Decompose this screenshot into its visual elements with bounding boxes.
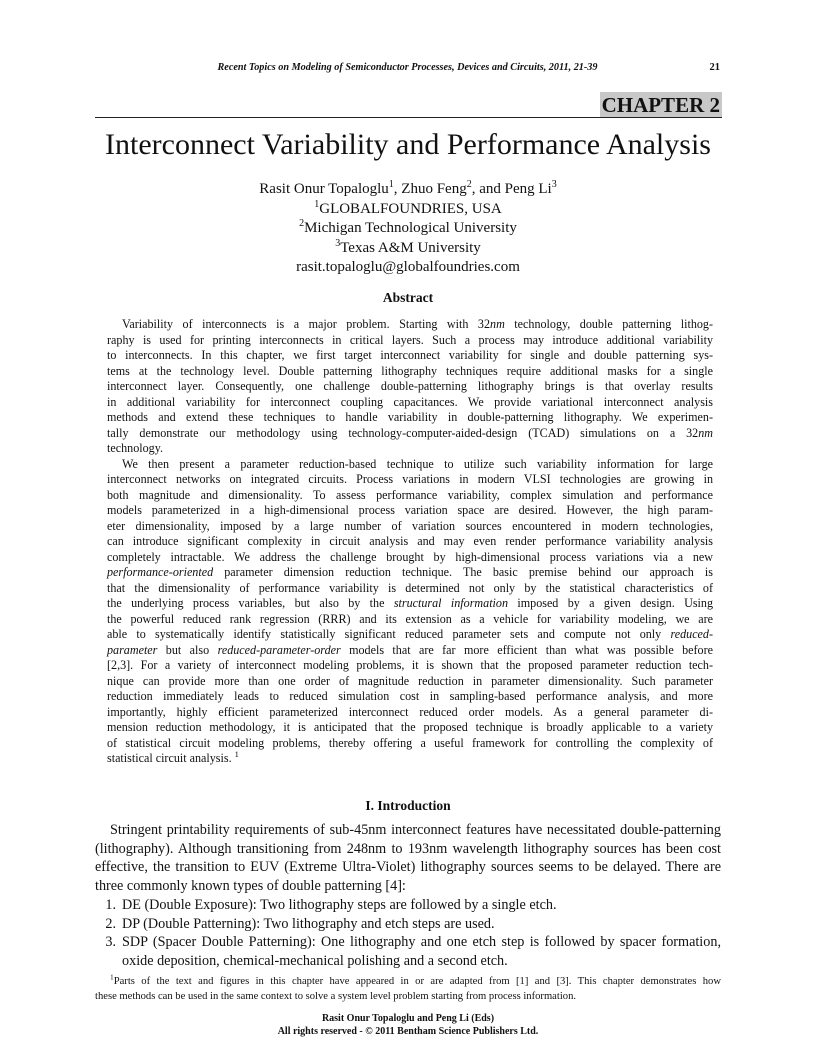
list-text: [122, 915, 721, 934]
text-line: [107, 410, 713, 426]
text-run: eter dimensionality, imposed by a large number of variation sources encountered in modern technologies,: [107, 518, 713, 533]
text-line: [107, 643, 713, 659]
author-names: [0, 180, 816, 200]
text-line: [107, 720, 713, 736]
text-run: We then present a parameter reduction-based technique to utilize such variability information for large: [122, 456, 713, 471]
text-line: [107, 364, 713, 380]
text-line: [107, 534, 713, 550]
text-run: to interconnects. In this chapter, we first target interconnect variability for single and double patterning sys-: [107, 348, 713, 362]
text-line: [107, 488, 713, 504]
text-run: DP (Double Patterning): Two lithography and etch steps are used.: [122, 915, 495, 932]
list-text: [122, 952, 721, 971]
text-run: in additional variability for interconnect coupling capacitances. We provide variational interconnect analysis: [107, 394, 713, 409]
italic-text: structural information: [393, 596, 509, 610]
copyright-line: All rights reserved - © 2011 Bentham Science Publishers Ltd.: [277, 1026, 539, 1037]
text-line: [107, 596, 713, 612]
text-run: (lithography). Although transitioning from 248nm to 193nm wavelength lithography sources has been cost: [95, 840, 721, 857]
separator: , and: [471, 181, 505, 197]
text-run: parameter dimension reduction technique. The basic premise behind our approach is: [213, 565, 713, 579]
italic-text: nm: [698, 425, 713, 440]
list-text: [122, 933, 721, 952]
list-number: [95, 952, 122, 971]
text-line: [107, 379, 713, 395]
text-line: [95, 858, 721, 877]
text-line: [107, 736, 713, 752]
text-run: can introduce significant complexity in circuit analysis and may even render performance variability analysis: [107, 534, 713, 548]
text-line: [107, 441, 713, 457]
text-run: the powerful reduced rank regression (RRR) and its extension as a vehicle for variability modeling, we are: [107, 611, 713, 626]
text-line: [107, 426, 713, 442]
introduction-body: [95, 821, 721, 971]
text-run: that the dimensionality of performance variability is determined not only by the statistical characteristics of: [107, 580, 713, 595]
chapter-label: CHAPTER 2: [601, 93, 720, 117]
text-run: both magnitude and dimensionality. To assess performance variability, complex simulation and performance: [107, 487, 713, 502]
list-text: [122, 896, 721, 915]
affiliation-text: Texas A&M University: [340, 239, 481, 256]
text-run: interconnect networks on integrated circuits. Process variations in modern VLSI technologies are growing in: [107, 472, 713, 486]
author-name: Rasit Onur Topaloglu: [259, 181, 389, 197]
text-run: SDP (Spacer Double Patterning): One lithography and one etch step is followed by spacer formation,: [122, 934, 721, 951]
italic-text: reduced-parameter-order: [217, 642, 341, 657]
text-run: oxide deposition, chemical-mechanical polishing and a second etch.: [122, 952, 508, 969]
text-line: [95, 989, 721, 1004]
text-run: methods and extend these techniques to handle variability in double-patterning lithography. We experimen-: [107, 410, 713, 424]
introduction-heading: I. Introduction: [365, 798, 451, 813]
text-run: reduction immediately leads to reduced simulation cost in sampling-based performance analysis, and more: [107, 689, 713, 703]
text-run: but also: [157, 642, 218, 657]
page-number: 21: [709, 62, 720, 73]
text-line: [107, 612, 713, 628]
text-run: Variability of interconnects is a major problem. Starting with 32: [122, 317, 491, 331]
text-run: models that are far more efficient than what was possible before: [340, 642, 714, 657]
text-run: importantly, highly efficient parameterized interconnect reduced order models. As a general parameter di-: [107, 704, 713, 719]
separator: ,: [393, 181, 402, 197]
list-number: 1.: [105, 896, 116, 913]
italic-text: parameter: [107, 642, 158, 657]
text-run: [2,3]. For a variety of interconnect modeling problems, it is shown that the proposed parameter reduction tech-: [107, 658, 713, 672]
text-run: technology.: [107, 441, 163, 455]
abstract-body: [107, 317, 713, 767]
list-item: [95, 896, 721, 915]
author-affil-mark: 2: [466, 179, 472, 190]
editors-line: Rasit Onur Topaloglu and Peng Li (Eds): [321, 1013, 495, 1024]
text-run: completely intractable. We address the challenge brought by high-dimensional process variations via a new: [107, 549, 713, 564]
text-run: interconnect layer. Consequently, one challenge double-patterning lithography brings is that overlay results: [107, 379, 713, 393]
text-line: [107, 581, 713, 597]
text-line: [107, 457, 713, 473]
text-run: the underlying process variables, but also by the: [107, 596, 394, 610]
text-run: tally demonstrate our methodology using technology-computer-aided-design (TCAD) simulations on a 32: [107, 425, 699, 440]
text-line: [122, 952, 721, 971]
text-line: [95, 821, 721, 840]
text-line: [107, 333, 713, 349]
text-run: able to systematically identify statistically significant reduced parameter sets and compute not only: [107, 627, 671, 641]
affil-mark: 2: [299, 218, 305, 229]
text-line: [107, 658, 713, 674]
page-footer: [0, 1012, 816, 1038]
affil-mark: 1: [314, 198, 320, 210]
intro-paragraph: [95, 821, 721, 896]
footnote: [95, 974, 721, 1004]
author-affil-mark: 3: [551, 179, 557, 190]
abstract-heading: Abstract: [382, 290, 434, 305]
text-run: of statistical circuit modeling problems, thereby offering a useful framework for controlling the complexity of: [107, 735, 713, 750]
affiliation-text: GLOBALFOUNDRIES, USA: [319, 200, 502, 217]
author-affil-mark: 1: [388, 179, 394, 190]
text-run: tems at the technology level. Double patterning lithography techniques require additional masks for a single: [107, 363, 713, 378]
text-run: models parameterized in a high-dimensional process variation space are desired. However, the high param-: [107, 503, 713, 517]
italic-text: performance-oriented: [107, 565, 214, 579]
footnote-mark: 1: [234, 748, 239, 759]
author-name: Zhuo Feng: [401, 181, 467, 197]
text-line: [122, 896, 721, 915]
list-number: 2.: [105, 915, 116, 932]
text-run: Parts of the text and figures in this chapter have appeared in or are adapted from [1] and [3]. This chapter demonstrates how: [113, 976, 721, 987]
text-line: [107, 503, 713, 519]
text-run: imposed by a given design. Using: [508, 596, 713, 610]
double-patterning-list: [95, 896, 721, 971]
list-item: [95, 933, 721, 952]
affiliation: [0, 200, 816, 220]
contact-email: rasit.topaloglu@globalfoundries.com: [296, 259, 520, 275]
list-item: [95, 915, 721, 934]
text-line: [107, 627, 713, 643]
affiliation: [0, 219, 816, 239]
list-number: 3.: [105, 934, 116, 951]
text-line: [107, 748, 713, 767]
text-run: Stringent printability requirements of sub-45nm interconnect features have necessitated double-patterning: [110, 822, 721, 838]
text-run: these methods can be used in the same context to solve a system level problem starting from process information.: [95, 991, 577, 1002]
text-run: technology, double patterning lithog-: [504, 317, 713, 331]
text-line: [107, 395, 713, 411]
text-line: [95, 840, 721, 859]
text-run: statistical circuit analysis.: [107, 751, 235, 765]
text-line: [107, 565, 713, 581]
italic-text: reduced-: [670, 627, 713, 641]
text-run: raphy is used for printing interconnects in critical layers. Such a process may introduce additional variability: [107, 332, 713, 347]
text-run: DE (Double Exposure): Two lithography steps are followed by a single etch.: [122, 896, 557, 913]
text-line: [107, 550, 713, 566]
author-block: [0, 180, 816, 278]
list-item: [95, 952, 721, 971]
header-rule: [95, 117, 722, 118]
text-line: [107, 317, 713, 333]
text-run: three commonly known types of double patterning [4]:: [95, 878, 406, 895]
affiliation: [0, 239, 816, 259]
text-line: [122, 915, 721, 934]
text-line: [95, 877, 721, 896]
text-line: [122, 933, 721, 952]
chapter-title: Interconnect Variability and Performance Analysis: [105, 128, 711, 161]
text-line: [107, 472, 713, 488]
text-line: [107, 519, 713, 535]
italic-text: nm: [490, 317, 505, 331]
text-line: [95, 974, 721, 989]
affiliation-text: Michigan Technological University: [304, 220, 517, 236]
text-run: effective, the transition to EUV (Extreme Ultra-Violet) lithography sources seems to be delayed. There are: [95, 859, 721, 876]
author-name: Peng Li: [504, 181, 552, 197]
text-line: [107, 689, 713, 705]
running-head: Recent Topics on Modeling of Semiconductor Processes, Devices and Circuits, 2011, 21-39: [217, 62, 598, 73]
affil-mark: 3: [335, 237, 341, 249]
text-line: [107, 705, 713, 721]
footnote-mark: 1: [110, 972, 114, 982]
text-run: nique can provide more than one order of magnitude reduction in parameter dimensionality. Such parameter: [107, 673, 713, 688]
text-line: [107, 674, 713, 690]
text-run: mension reduction methodology, it is anticipated that the proposed technique is broadly applicable to a variety: [107, 720, 713, 734]
text-line: [107, 348, 713, 364]
